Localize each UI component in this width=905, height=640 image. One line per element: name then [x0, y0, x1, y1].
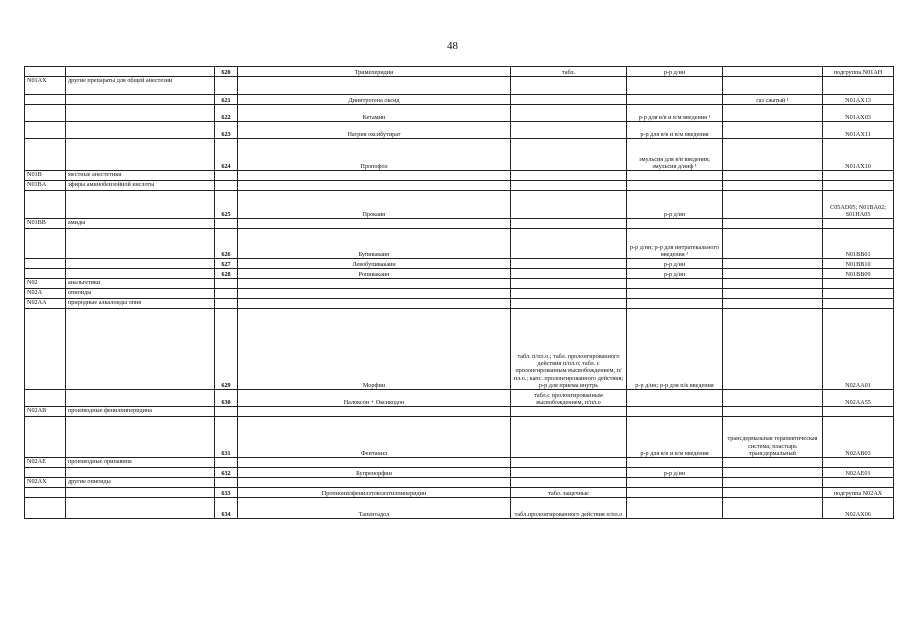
atc-code-cell: N02AE: [25, 458, 66, 468]
oral-form-cell: табл. п/пл.о.; табл. пролонгированного действия п/пл.о; табл. с пролонгированным высвобождением, п/пл.о.; капс. пролонгированного действия; р-р для приема внутрь: [511, 309, 627, 390]
atc-reference-cell: N02AE01: [823, 468, 894, 478]
group-name-cell: другие опиоиды: [66, 478, 215, 488]
drug-row: [25, 229, 894, 259]
drug-name-cell: Тримеперидин: [238, 67, 511, 77]
drug-name-cell: [238, 299, 511, 309]
drug-row: [25, 269, 894, 279]
injection-form-cell: р-р д/ин: [627, 468, 723, 478]
drug-row: [25, 139, 894, 171]
oral-form-cell: табл.: [511, 67, 627, 77]
drug-row: [25, 95, 894, 105]
atc-reference-cell: [823, 289, 894, 299]
oral-form-cell: [511, 122, 627, 139]
atc-code-cell: N01AX: [25, 77, 66, 95]
group-name-cell: местные анестетики: [66, 171, 215, 181]
group-name-cell: амиды: [66, 219, 215, 229]
drug-row: [25, 498, 894, 519]
oral-form-cell: [511, 269, 627, 279]
drug-name-cell: Ропивакаин: [238, 269, 511, 279]
other-form-cell: [723, 407, 823, 417]
oral-form-cell: [511, 289, 627, 299]
oral-form-cell: табл.с пролонгированным высвобождением, п/пл.о: [511, 390, 627, 407]
group-name-cell: производные орипавина: [66, 458, 215, 468]
row-number-cell: 633: [215, 488, 238, 498]
injection-form-cell: р-р д/ин: [627, 67, 723, 77]
atc-reference-cell: N02AA55: [823, 390, 894, 407]
drug-name-cell: [238, 407, 511, 417]
atc-code-cell: [25, 259, 66, 269]
row-number-cell: 620: [215, 67, 238, 77]
oral-form-cell: [511, 139, 627, 171]
oral-form-cell: [511, 259, 627, 269]
group-row: [25, 289, 894, 299]
row-number-cell: [215, 171, 238, 181]
injection-form-cell: р-р д/ин; р-р для интратекального введения ¹: [627, 229, 723, 259]
row-number-cell: 630: [215, 390, 238, 407]
atc-reference-cell: N02AA01: [823, 309, 894, 390]
injection-form-cell: эмульсия для в/в введения; эмульсия д/инф ¹: [627, 139, 723, 171]
atc-code-cell: N02AA: [25, 299, 66, 309]
other-form-cell: [723, 498, 823, 519]
atc-code-cell: N02A: [25, 289, 66, 299]
row-number-cell: [215, 299, 238, 309]
oral-form-cell: [511, 458, 627, 468]
atc-reference-cell: [823, 458, 894, 468]
row-number-cell: 621: [215, 95, 238, 105]
atc-code-cell: [25, 498, 66, 519]
atc-code-cell: [25, 468, 66, 478]
atc-reference-cell: [823, 77, 894, 95]
atc-code-cell: N02: [25, 279, 66, 289]
group-name-cell: другие препараты для общей анестезии: [66, 77, 215, 95]
injection-form-cell: р-р д/ин; р-р для п/к введения: [627, 309, 723, 390]
drug-name-cell: [238, 219, 511, 229]
oral-form-cell: табл. защечные: [511, 488, 627, 498]
group-name-cell: [66, 229, 215, 259]
atc-code-cell: N01BA: [25, 181, 66, 191]
group-name-cell: [66, 417, 215, 458]
injection-form-cell: р-р для в/в и в/м введения: [627, 417, 723, 458]
drug-name-cell: Пропионилфенилэтоксиэтилпиперидин: [238, 488, 511, 498]
other-form-cell: трансдермальная терапевтическая система; пластырь трансдермальный: [723, 417, 823, 458]
atc-reference-cell: N01AX10: [823, 139, 894, 171]
row-number-cell: 629: [215, 309, 238, 390]
drug-name-cell: [238, 279, 511, 289]
group-name-cell: [66, 122, 215, 139]
row-number-cell: 628: [215, 269, 238, 279]
drug-name-cell: Натрия оксибутират: [238, 122, 511, 139]
group-name-cell: [66, 259, 215, 269]
group-name-cell: [66, 269, 215, 279]
drug-name-cell: Кетамин: [238, 105, 511, 122]
row-number-cell: 622: [215, 105, 238, 122]
drug-table: [24, 66, 894, 519]
drug-name-cell: [238, 458, 511, 468]
atc-code-cell: [25, 105, 66, 122]
oral-form-cell: [511, 77, 627, 95]
oral-form-cell: [511, 478, 627, 488]
group-name-cell: [66, 67, 215, 77]
atc-code-cell: [25, 122, 66, 139]
atc-reference-cell: [823, 171, 894, 181]
other-form-cell: [723, 468, 823, 478]
atc-reference-cell: [823, 181, 894, 191]
row-number-cell: [215, 77, 238, 95]
other-form-cell: [723, 269, 823, 279]
oral-form-cell: [511, 219, 627, 229]
drug-name-cell: Левобупивакаин: [238, 259, 511, 269]
atc-reference-cell: [823, 299, 894, 309]
group-row: [25, 478, 894, 488]
drug-name-cell: Динитрогена оксид: [238, 95, 511, 105]
atc-code-cell: N02AB: [25, 407, 66, 417]
row-number-cell: 632: [215, 468, 238, 478]
group-name-cell: анальгетики: [66, 279, 215, 289]
group-row: [25, 219, 894, 229]
group-name-cell: [66, 105, 215, 122]
other-form-cell: [723, 122, 823, 139]
group-name-cell: [66, 498, 215, 519]
atc-code-cell: [25, 229, 66, 259]
atc-reference-cell: [823, 279, 894, 289]
drug-name-cell: [238, 77, 511, 95]
atc-code-cell: N01B: [25, 171, 66, 181]
other-form-cell: газ сжатый ¹: [723, 95, 823, 105]
row-number-cell: 634: [215, 498, 238, 519]
oral-form-cell: табл.пролонгированного действия п/пл.о: [511, 498, 627, 519]
oral-form-cell: [511, 229, 627, 259]
atc-code-cell: [25, 390, 66, 407]
group-name-cell: производные фенилпиперидина: [66, 407, 215, 417]
drug-name-cell: Бупивакаин: [238, 229, 511, 259]
atc-reference-cell: подгруппа N02AX: [823, 488, 894, 498]
injection-form-cell: [627, 299, 723, 309]
oral-form-cell: [511, 468, 627, 478]
row-number-cell: 631: [215, 417, 238, 458]
other-form-cell: [723, 67, 823, 77]
other-form-cell: [723, 77, 823, 95]
group-row: [25, 299, 894, 309]
drug-row: [25, 390, 894, 407]
atc-reference-cell: N02AB03: [823, 417, 894, 458]
drug-name-cell: Прокаин: [238, 191, 511, 219]
oral-form-cell: [511, 407, 627, 417]
group-row: [25, 181, 894, 191]
injection-form-cell: [627, 498, 723, 519]
group-name-cell: [66, 95, 215, 105]
injection-form-cell: [627, 279, 723, 289]
atc-reference-cell: N01AX11: [823, 122, 894, 139]
other-form-cell: [723, 458, 823, 468]
atc-reference-cell: C05AD05; N01BA02; S01HA05: [823, 191, 894, 219]
drug-name-cell: Налоксон + Оксикодон: [238, 390, 511, 407]
group-row: [25, 458, 894, 468]
drug-name-cell: [238, 181, 511, 191]
atc-code-cell: N01BB: [25, 219, 66, 229]
injection-form-cell: [627, 181, 723, 191]
group-name-cell: опиоиды: [66, 289, 215, 299]
oral-form-cell: [511, 95, 627, 105]
other-form-cell: [723, 279, 823, 289]
injection-form-cell: [627, 171, 723, 181]
drug-name-cell: [238, 289, 511, 299]
row-number-cell: 625: [215, 191, 238, 219]
row-number-cell: [215, 181, 238, 191]
other-form-cell: [723, 259, 823, 269]
other-form-cell: [723, 229, 823, 259]
atc-reference-cell: N02AX06: [823, 498, 894, 519]
group-name-cell: [66, 390, 215, 407]
drug-row: [25, 417, 894, 458]
oral-form-cell: [511, 417, 627, 458]
atc-reference-cell: [823, 219, 894, 229]
oral-form-cell: [511, 279, 627, 289]
atc-reference-cell: N01BB01: [823, 229, 894, 259]
injection-form-cell: [627, 289, 723, 299]
injection-form-cell: [627, 95, 723, 105]
group-row: [25, 171, 894, 181]
other-form-cell: [723, 488, 823, 498]
other-form-cell: [723, 299, 823, 309]
drug-name-cell: Пропофол: [238, 139, 511, 171]
other-form-cell: [723, 289, 823, 299]
other-form-cell: [723, 191, 823, 219]
other-form-cell: [723, 219, 823, 229]
row-number-cell: [215, 458, 238, 468]
atc-reference-cell: N01AX03: [823, 105, 894, 122]
other-form-cell: [723, 139, 823, 171]
oral-form-cell: [511, 191, 627, 219]
injection-form-cell: р-р д/ин: [627, 269, 723, 279]
drug-name-cell: Морфин: [238, 309, 511, 390]
drug-name-cell: Бупренорфин: [238, 468, 511, 478]
row-number-cell: 626: [215, 229, 238, 259]
oral-form-cell: [511, 105, 627, 122]
drug-row: [25, 67, 894, 77]
injection-form-cell: р-р д/ин: [627, 259, 723, 269]
group-name-cell: природные алкалоиды опия: [66, 299, 215, 309]
injection-form-cell: [627, 219, 723, 229]
table-body: [25, 67, 894, 519]
row-number-cell: [215, 407, 238, 417]
group-name-cell: [66, 191, 215, 219]
injection-form-cell: р-р для в/в и в/м введения ¹: [627, 105, 723, 122]
row-number-cell: [215, 279, 238, 289]
group-row: [25, 77, 894, 95]
atc-code-cell: [25, 67, 66, 77]
other-form-cell: [723, 478, 823, 488]
other-form-cell: [723, 309, 823, 390]
other-form-cell: [723, 105, 823, 122]
drug-name-cell: Фентанил: [238, 417, 511, 458]
group-row: [25, 407, 894, 417]
atc-code-cell: [25, 488, 66, 498]
drug-row: [25, 468, 894, 478]
injection-form-cell: [627, 488, 723, 498]
drug-row: [25, 105, 894, 122]
drug-row: [25, 309, 894, 390]
group-name-cell: [66, 309, 215, 390]
injection-form-cell: [627, 478, 723, 488]
drug-name-cell: [238, 478, 511, 488]
row-number-cell: 623: [215, 122, 238, 139]
atc-code-cell: N02AX: [25, 478, 66, 488]
atc-reference-cell: [823, 407, 894, 417]
group-name-cell: [66, 139, 215, 171]
atc-code-cell: [25, 417, 66, 458]
group-name-cell: [66, 468, 215, 478]
group-name-cell: эфиры аминобензойной кислоты: [66, 181, 215, 191]
drug-row: [25, 122, 894, 139]
injection-form-cell: [627, 77, 723, 95]
row-number-cell: 624: [215, 139, 238, 171]
injection-form-cell: [627, 458, 723, 468]
drug-name-cell: Тапентадол: [238, 498, 511, 519]
atc-code-cell: [25, 95, 66, 105]
drug-name-cell: [238, 171, 511, 181]
other-form-cell: [723, 171, 823, 181]
drug-row: [25, 191, 894, 219]
row-number-cell: [215, 219, 238, 229]
row-number-cell: [215, 289, 238, 299]
atc-reference-cell: N01AX13: [823, 95, 894, 105]
atc-reference-cell: [823, 478, 894, 488]
oral-form-cell: [511, 171, 627, 181]
oral-form-cell: [511, 299, 627, 309]
atc-code-cell: [25, 309, 66, 390]
oral-form-cell: [511, 181, 627, 191]
injection-form-cell: [627, 390, 723, 407]
atc-reference-cell: N01BB10: [823, 259, 894, 269]
atc-code-cell: [25, 191, 66, 219]
page-number: 48: [447, 40, 458, 52]
atc-code-cell: [25, 139, 66, 171]
atc-reference-cell: подгруппа N01AH: [823, 67, 894, 77]
atc-code-cell: [25, 269, 66, 279]
row-number-cell: [215, 478, 238, 488]
group-row: [25, 279, 894, 289]
injection-form-cell: р-р для в/в и в/м введения: [627, 122, 723, 139]
other-form-cell: [723, 181, 823, 191]
injection-form-cell: р-р д/ин: [627, 191, 723, 219]
other-form-cell: [723, 390, 823, 407]
group-name-cell: [66, 488, 215, 498]
injection-form-cell: [627, 407, 723, 417]
drug-row: [25, 259, 894, 269]
drug-row: [25, 488, 894, 498]
row-number-cell: 627: [215, 259, 238, 269]
atc-reference-cell: N01BB09: [823, 269, 894, 279]
